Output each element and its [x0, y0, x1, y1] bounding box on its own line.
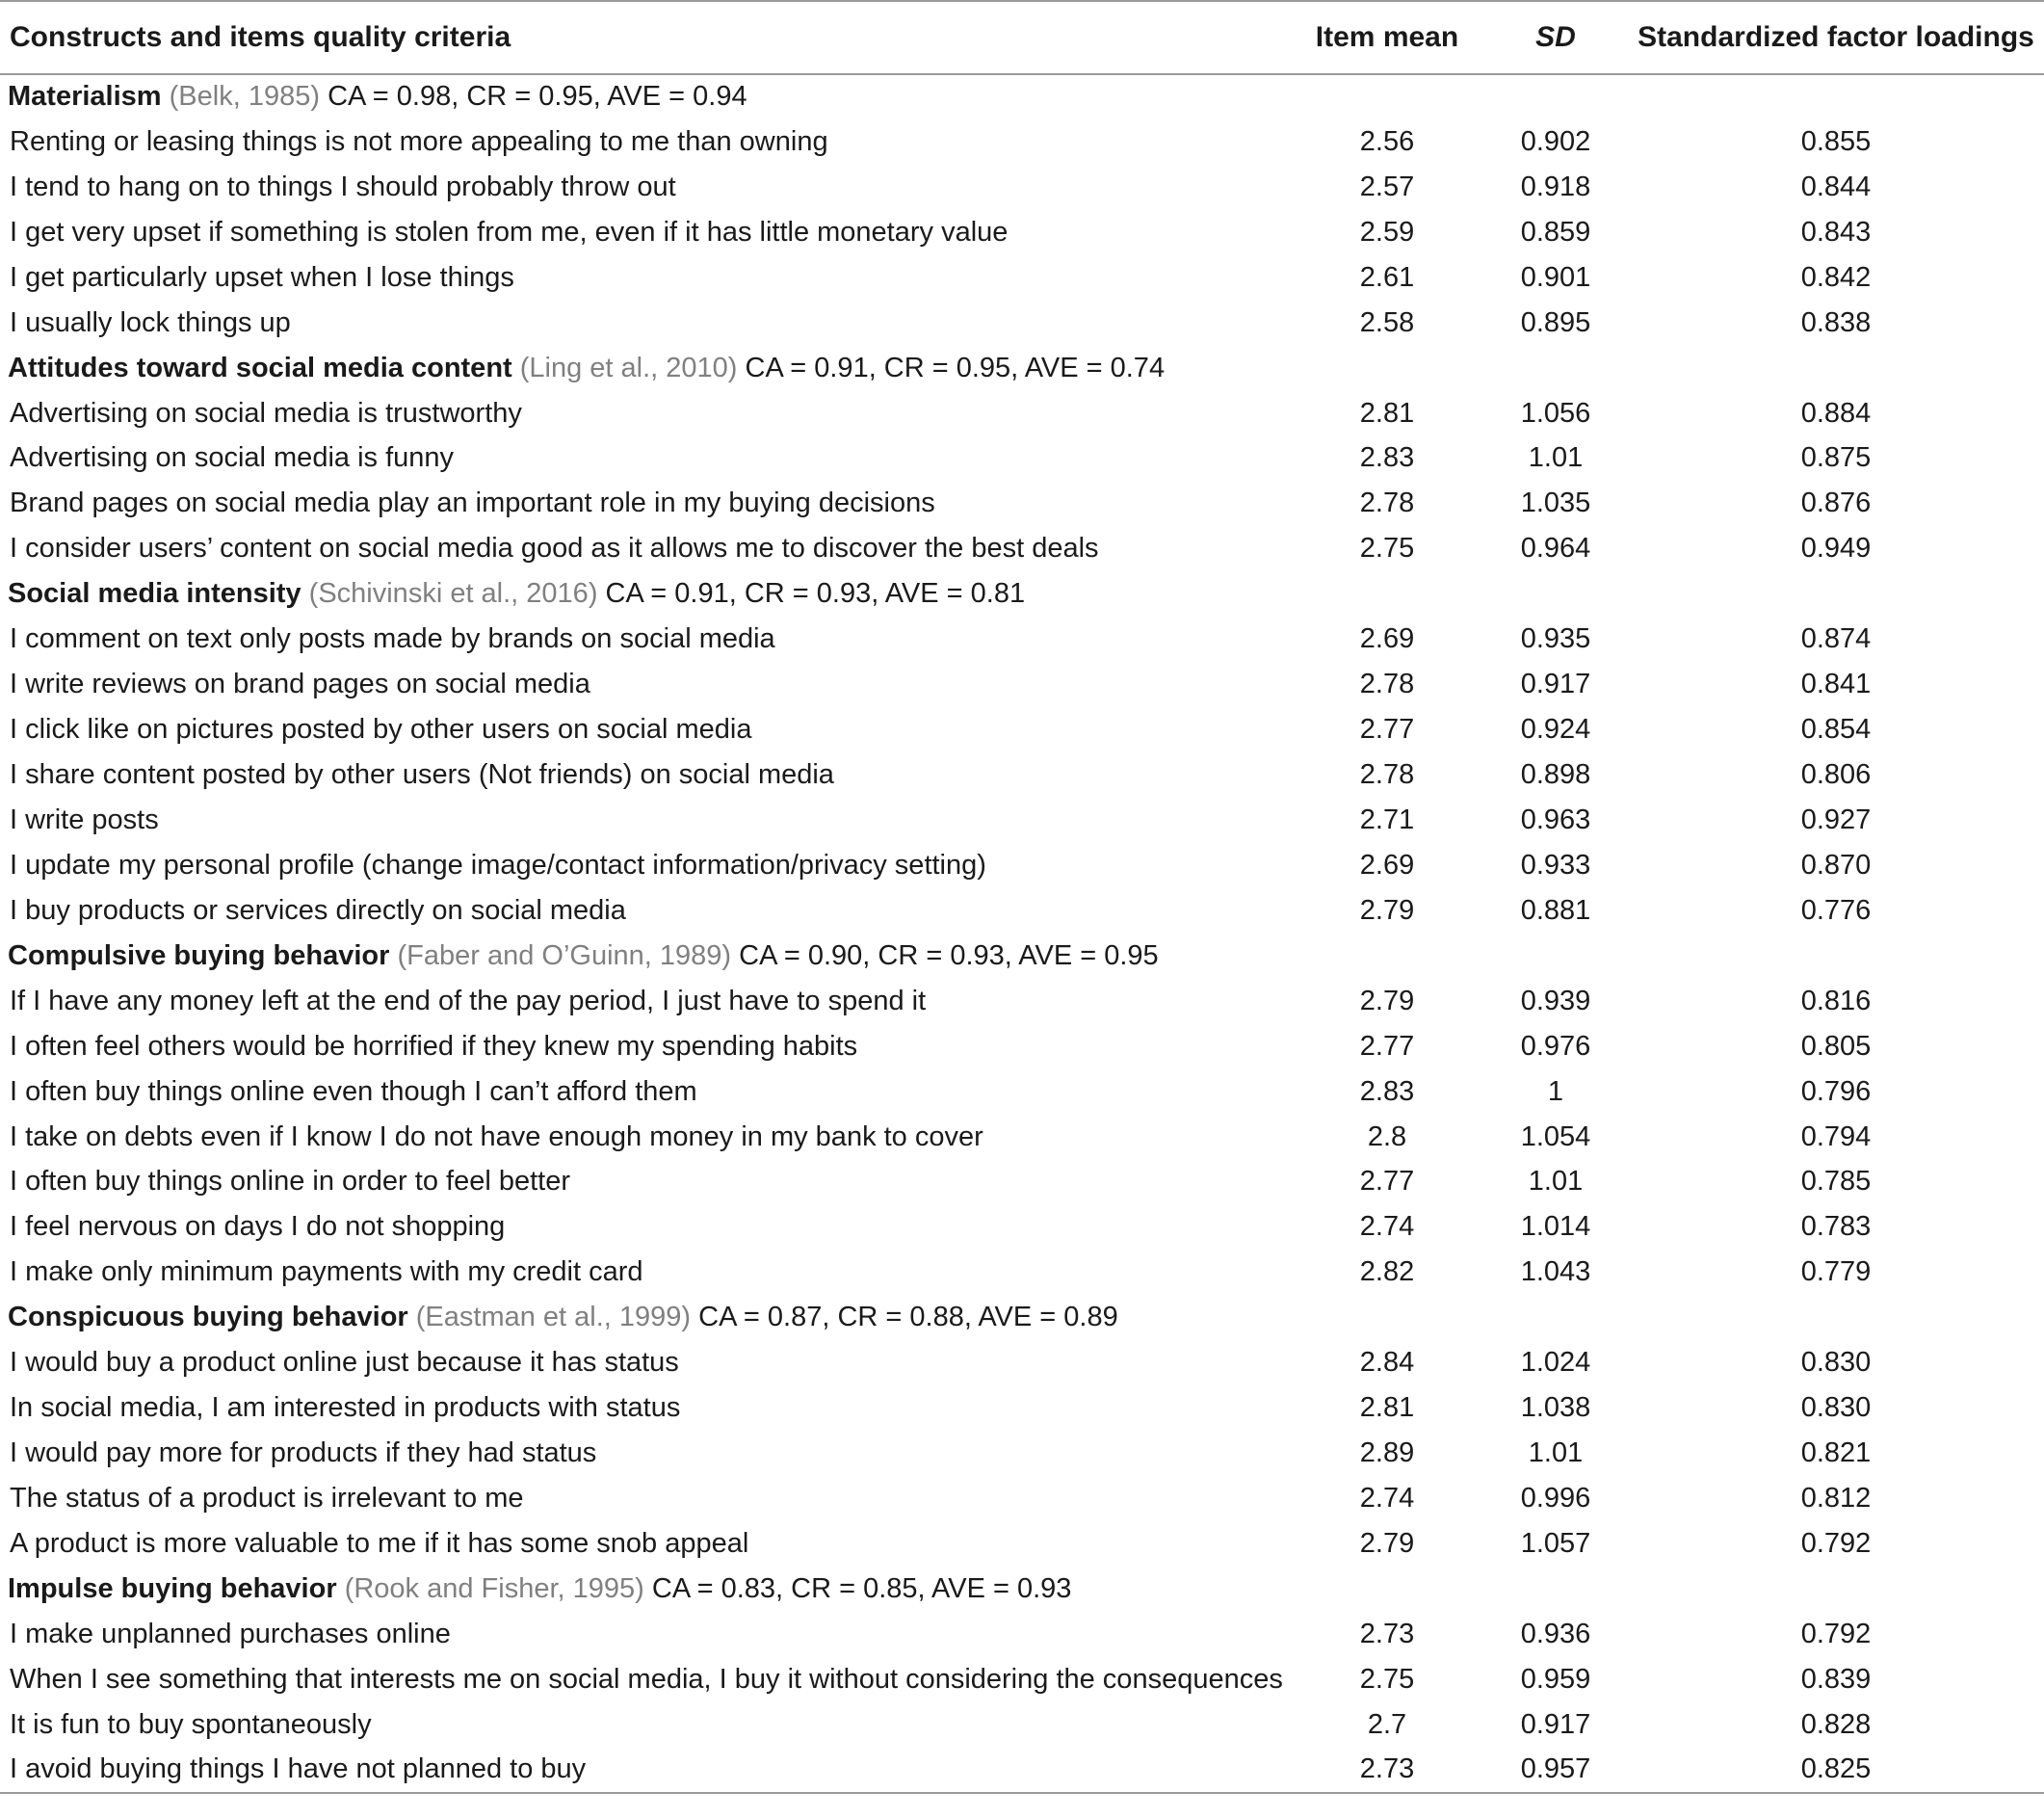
item-sd: 0.936	[1520, 1618, 1591, 1649]
item-loading: 0.927	[1800, 804, 1872, 835]
item-sd: 0.895	[1520, 306, 1591, 338]
construct-name: Social media intensity	[8, 578, 301, 610]
item-loading: 0.844	[1800, 171, 1872, 202]
construct-name: Compulsive buying behavior	[8, 939, 390, 971]
item-sd: 1.056	[1520, 397, 1591, 429]
table-row	[0, 1612, 2044, 1657]
item-text: I usually lock things up	[10, 306, 291, 338]
item-loading: 0.816	[1800, 985, 1872, 1016]
table-row	[0, 481, 2044, 526]
construct-reference: (Schivinski et al., 2016)	[308, 578, 598, 610]
item-loading: 0.785	[1800, 1166, 1872, 1198]
item-mean: 2.74	[1359, 1211, 1415, 1243]
item-mean: 2.69	[1359, 623, 1415, 655]
table-row	[0, 888, 2044, 934]
item-text: The status of a product is irrelevant to me	[10, 1483, 524, 1515]
item-text: I update my personal profile (change image/contact information/privacy setting)	[10, 849, 986, 881]
table-row	[0, 617, 2044, 662]
table-row	[0, 1657, 2044, 1702]
item-text: I get particularly upset when I lose things	[10, 261, 514, 293]
item-loading: 0.875	[1800, 442, 1872, 474]
item-mean: 2.83	[1359, 442, 1415, 474]
construct-row	[0, 346, 2044, 391]
table-row	[0, 526, 2044, 571]
item-sd: 1.038	[1520, 1392, 1591, 1424]
construct-cell	[0, 1567, 2044, 1612]
item-loading: 0.806	[1800, 759, 1872, 791]
item-mean: 2.81	[1359, 1392, 1415, 1424]
item-loading: 0.812	[1800, 1483, 1872, 1515]
construct-stats: CA = 0.91, CR = 0.95, AVE = 0.74	[745, 352, 1166, 383]
construct-cell	[0, 346, 2044, 391]
item-sd: 1.024	[1520, 1347, 1591, 1379]
construct-row	[0, 571, 2044, 617]
item-mean: 2.75	[1359, 533, 1415, 565]
construct-reference: (Rook and Fisher, 1995)	[344, 1572, 644, 1604]
header-row	[0, 1, 2044, 74]
table-row	[0, 1024, 2044, 1069]
item-mean: 2.79	[1359, 1527, 1415, 1559]
construct-stats: CA = 0.90, CR = 0.93, AVE = 0.95	[739, 939, 1159, 971]
item-sd: 0.963	[1520, 804, 1591, 835]
item-text: I take on debts even if I know I do not have enough money in my bank to cover	[10, 1120, 983, 1152]
construct-cell	[0, 934, 2044, 979]
item-sd: 1.043	[1520, 1256, 1591, 1288]
item-text: Renting or leasing things is not more appealing to me than owning	[10, 125, 828, 157]
item-mean: 2.81	[1359, 397, 1415, 429]
item-loading: 0.839	[1800, 1663, 1872, 1695]
item-mean: 2.89	[1359, 1437, 1415, 1469]
table-row	[0, 707, 2044, 752]
construct-stats: CA = 0.87, CR = 0.88, AVE = 0.89	[698, 1302, 1118, 1333]
table-row	[0, 662, 2044, 707]
item-sd: 0.976	[1520, 1030, 1591, 1062]
table-row	[0, 1069, 2044, 1115]
item-loading: 0.794	[1800, 1120, 1872, 1152]
item-mean: 2.69	[1359, 849, 1415, 881]
item-sd: 1.057	[1520, 1527, 1591, 1559]
item-loading: 0.854	[1800, 714, 1872, 746]
table-row	[0, 1385, 2044, 1431]
item-sd: 0.902	[1520, 125, 1591, 157]
item-loading: 0.783	[1800, 1211, 1872, 1243]
item-mean: 2.79	[1359, 894, 1415, 926]
item-loading: 0.855	[1800, 125, 1872, 157]
item-mean: 2.71	[1359, 804, 1415, 835]
table-row	[0, 1340, 2044, 1385]
table-row	[0, 1702, 2044, 1748]
table-row	[0, 1431, 2044, 1476]
item-loading: 0.796	[1800, 1075, 1872, 1107]
item-sd: 0.898	[1520, 759, 1591, 791]
table-row	[0, 1160, 2044, 1205]
item-loading: 0.842	[1800, 261, 1872, 293]
item-loading: 0.838	[1800, 306, 1872, 338]
item-text: Advertising on social media is funny	[10, 442, 455, 474]
construct-name: Materialism	[8, 81, 162, 113]
item-mean: 2.8	[1367, 1120, 1407, 1152]
item-sd: 0.933	[1520, 849, 1591, 881]
construct-reference: (Eastman et al., 1999)	[415, 1302, 692, 1333]
item-text: I would pay more for products if they had status	[10, 1437, 597, 1469]
item-loading: 0.874	[1800, 623, 1872, 655]
table-body	[0, 74, 2044, 1793]
item-sd: 0.917	[1520, 669, 1591, 700]
table-row	[0, 165, 2044, 210]
item-text: I consider users’ content on social media good as it allows me to discover the best deals	[10, 533, 1099, 565]
table-row	[0, 752, 2044, 798]
item-sd: 0.996	[1520, 1483, 1591, 1515]
item-text: It is fun to buy spontaneously	[10, 1708, 372, 1740]
item-text: I click like on pictures posted by other users on social media	[10, 714, 752, 746]
header-constructs: Constructs and items quality criteria	[10, 21, 511, 53]
item-sd: 1.014	[1520, 1211, 1591, 1243]
item-text: I make only minimum payments with my credit card	[10, 1256, 643, 1288]
construct-reference: (Ling et al., 2010)	[519, 352, 738, 383]
construct-stats: CA = 0.98, CR = 0.95, AVE = 0.94	[328, 81, 747, 113]
item-mean: 2.61	[1359, 261, 1415, 293]
item-loading: 0.821	[1800, 1437, 1872, 1469]
item-sd: 0.939	[1520, 985, 1591, 1016]
item-mean: 2.77	[1359, 714, 1415, 746]
item-text: Advertising on social media is trustworthy	[10, 397, 522, 429]
construct-row	[0, 74, 2044, 119]
construct-name: Impulse buying behavior	[8, 1572, 337, 1604]
item-loading: 0.830	[1800, 1347, 1872, 1379]
item-mean: 2.73	[1291, 1748, 1483, 1793]
item-sd: 0.859	[1520, 216, 1591, 248]
item-sd: 0.917	[1520, 1708, 1591, 1740]
item-text: I avoid buying things I have not planned to buy	[0, 1748, 1291, 1793]
item-mean: 2.75	[1359, 1663, 1415, 1695]
item-mean: 2.7	[1367, 1708, 1407, 1740]
item-mean: 2.57	[1359, 171, 1415, 202]
item-mean: 2.77	[1359, 1030, 1415, 1062]
item-text: I often buy things online even though I can’t afford them	[10, 1075, 697, 1107]
item-text: I write posts	[10, 804, 159, 835]
item-mean: 2.82	[1359, 1256, 1415, 1288]
header-item-mean: Item mean	[1315, 21, 1459, 53]
construct-cell	[0, 1295, 2044, 1340]
table-row	[0, 210, 2044, 255]
header-factor-loadings: Standardized factor loadings	[1638, 21, 2034, 53]
item-mean: 2.78	[1359, 759, 1415, 791]
item-mean: 2.59	[1359, 216, 1415, 248]
item-text: I tend to hang on to things I should probably throw out	[10, 171, 676, 202]
item-mean: 2.56	[1359, 125, 1415, 157]
item-text: I get very upset if something is stolen from me, even if it has little monetary value	[10, 216, 1009, 248]
item-loading: 0.876	[1800, 487, 1872, 519]
construct-row	[0, 1295, 2044, 1340]
item-sd: 1.01	[1528, 442, 1584, 474]
item-loading: 0.776	[1800, 894, 1872, 926]
item-loading: 0.792	[1800, 1527, 1872, 1559]
item-text: I buy products or services directly on social media	[10, 894, 626, 926]
item-mean: 2.77	[1359, 1166, 1415, 1198]
table-row	[0, 1204, 2044, 1250]
item-text: When I see something that interests me on social media, I buy it without considering the consequences	[10, 1663, 1283, 1695]
item-mean: 2.79	[1359, 985, 1415, 1016]
table-row	[0, 979, 2044, 1024]
item-mean: 2.58	[1359, 306, 1415, 338]
item-sd: 0.957	[1483, 1748, 1628, 1793]
item-sd: 1.01	[1528, 1166, 1584, 1198]
item-text: A product is more valuable to me if it has some snob appeal	[10, 1527, 749, 1559]
item-text: I share content posted by other users (Not friends) on social media	[10, 759, 834, 791]
construct-stats: CA = 0.91, CR = 0.93, AVE = 0.81	[605, 578, 1026, 610]
item-sd: 1.01	[1528, 1437, 1584, 1469]
item-text: I often buy things online in order to feel better	[10, 1166, 570, 1198]
item-sd: 1	[1547, 1075, 1564, 1107]
item-loading: 0.805	[1800, 1030, 1872, 1062]
item-loading: 0.828	[1800, 1708, 1872, 1740]
item-mean: 2.74	[1359, 1483, 1415, 1515]
item-loading: 0.949	[1800, 533, 1872, 565]
table-row	[0, 301, 2044, 346]
item-text: I often feel others would be horrified if they knew my spending habits	[10, 1030, 858, 1062]
item-mean: 2.78	[1359, 669, 1415, 700]
item-sd: 0.881	[1520, 894, 1591, 926]
item-text: I write reviews on brand pages on social media	[10, 669, 590, 700]
item-loading: 0.779	[1800, 1256, 1872, 1288]
table-row	[0, 391, 2044, 436]
item-sd: 0.901	[1520, 261, 1591, 293]
item-sd: 0.935	[1520, 623, 1591, 655]
item-text: I make unplanned purchases online	[10, 1618, 451, 1649]
item-sd: 0.964	[1520, 533, 1591, 565]
item-mean: 2.73	[1359, 1618, 1415, 1649]
table-row	[0, 119, 2044, 165]
table-row	[0, 255, 2044, 301]
item-text: I comment on text only posts made by brands on social media	[10, 623, 775, 655]
item-loading: 0.870	[1800, 849, 1872, 881]
item-text: I would buy a product online just because it has status	[10, 1347, 679, 1379]
table-row	[0, 798, 2044, 843]
construct-row	[0, 1567, 2044, 1612]
item-loading: 0.792	[1800, 1618, 1872, 1649]
item-mean: 2.78	[1359, 487, 1415, 519]
item-loading: 0.825	[1628, 1748, 2044, 1793]
item-loading: 0.841	[1800, 669, 1872, 700]
item-sd: 0.924	[1520, 714, 1591, 746]
construct-stats: CA = 0.83, CR = 0.85, AVE = 0.93	[651, 1572, 1072, 1604]
item-sd: 0.918	[1520, 171, 1591, 202]
table-row	[0, 1250, 2044, 1295]
table-row	[0, 1748, 2044, 1793]
item-mean: 2.83	[1359, 1075, 1415, 1107]
table-row	[0, 843, 2044, 888]
item-text: I feel nervous on days I do not shopping	[10, 1211, 506, 1243]
construct-cell	[0, 74, 2044, 119]
construct-name: Attitudes toward social media content	[8, 352, 512, 383]
table-header	[0, 1, 2044, 74]
construct-name: Conspicuous buying behavior	[8, 1302, 408, 1333]
table-row	[0, 1115, 2044, 1160]
item-sd: 0.959	[1520, 1663, 1591, 1695]
item-mean: 2.84	[1359, 1347, 1415, 1379]
header-sd: SD	[1535, 21, 1576, 53]
item-text: In social media, I am interested in products with status	[10, 1392, 681, 1424]
construct-row	[0, 934, 2044, 979]
construct-reference: (Faber and O’Guinn, 1989)	[397, 939, 732, 971]
item-text: Brand pages on social media play an important role in my buying decisions	[10, 487, 935, 519]
item-text: If I have any money left at the end of the pay period, I just have to spend it	[10, 985, 927, 1016]
item-loading: 0.884	[1800, 397, 1872, 429]
item-sd: 1.035	[1520, 487, 1591, 519]
item-loading: 0.830	[1800, 1392, 1872, 1424]
item-loading: 0.843	[1800, 216, 1872, 248]
construct-cell	[0, 571, 2044, 617]
item-sd: 1.054	[1520, 1120, 1591, 1152]
table-row	[0, 1476, 2044, 1521]
table-row	[0, 1521, 2044, 1567]
table-row	[0, 436, 2044, 482]
construct-reference: (Belk, 1985)	[169, 81, 320, 113]
